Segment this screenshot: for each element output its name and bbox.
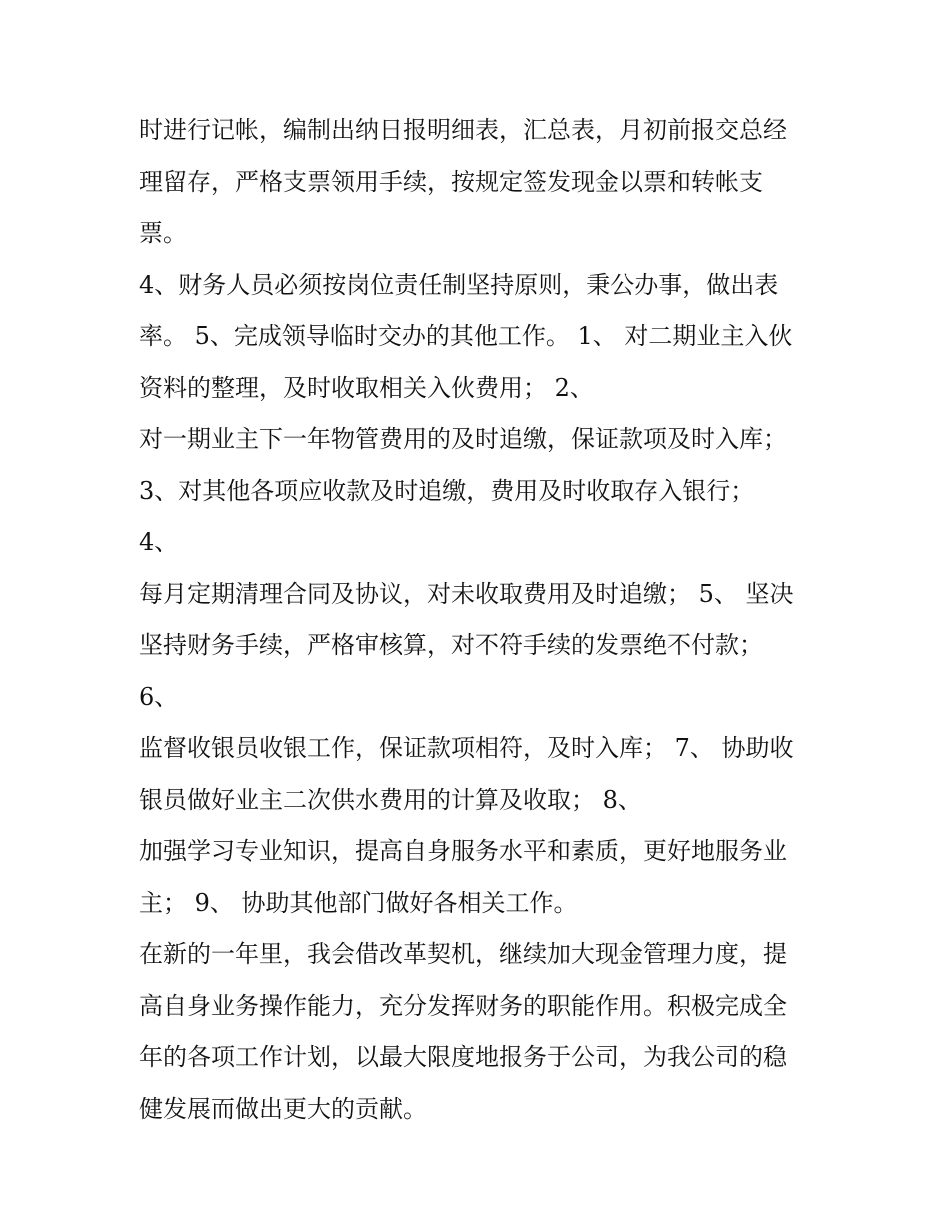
text-line: 对一期业主下一年物管费用的及时追缴，保证款项及时入库； [139,425,787,453]
text-line: 票。 [139,219,187,247]
text-line: 6、 [139,682,179,711]
text-line: 坚持财务手续，严格审核算，对不符手续的发票绝不付款； [139,631,763,659]
text-line: 4、 [139,528,179,556]
text-line: 年的各项工作计划，以最大限度地报务于公司，为我公司的稳 [139,1043,787,1071]
text-line: 率。 5、完成领导临时交办的其他工作。 1、 对二期业主入伙 [139,322,793,350]
text-line: 健发展而做出更大的贡献。 [139,1094,427,1123]
text-line: 4、财务人员必须按岗位责任制坚持原则，秉公办事，做出表 [139,270,779,299]
text-line: 主； 9、 协助其他部门做好各相关工作。 [139,888,578,917]
text-line: 时进行记帐，编制出纳日报明细表，汇总表，月初前报交总经 [139,116,787,144]
text-line: 在新的一年里，我会借改革契机，继续加大现金管理力度，提 [139,940,787,968]
text-line: 每月定期清理合同及协议，对未收取费用及时追缴； 5、 坚决 [139,579,794,608]
text-line: 监督收银员收银工作，保证款项相符，及时入库； 7、 协助收 [139,734,794,762]
text-line: 资料的整理，及时收取相关入伙费用； 2、 [139,373,594,402]
text-line: 理留存，严格支票领用手续，按规定签发现金以票和转帐支 [139,167,763,196]
document-body [139,105,819,1135]
text-line: 高自身业务操作能力，充分发挥财务的职能作用。积极完成全 [139,991,787,1020]
text-line: 加强学习专业知识，提高自身服务水平和素质，更好地服务业 [139,837,787,865]
text-line: 3、对其他各项应收款及时追缴，费用及时收取存入银行； [139,476,755,505]
text-line: 银员做好业主二次供水费用的计算及收取； 8、 [139,785,642,814]
